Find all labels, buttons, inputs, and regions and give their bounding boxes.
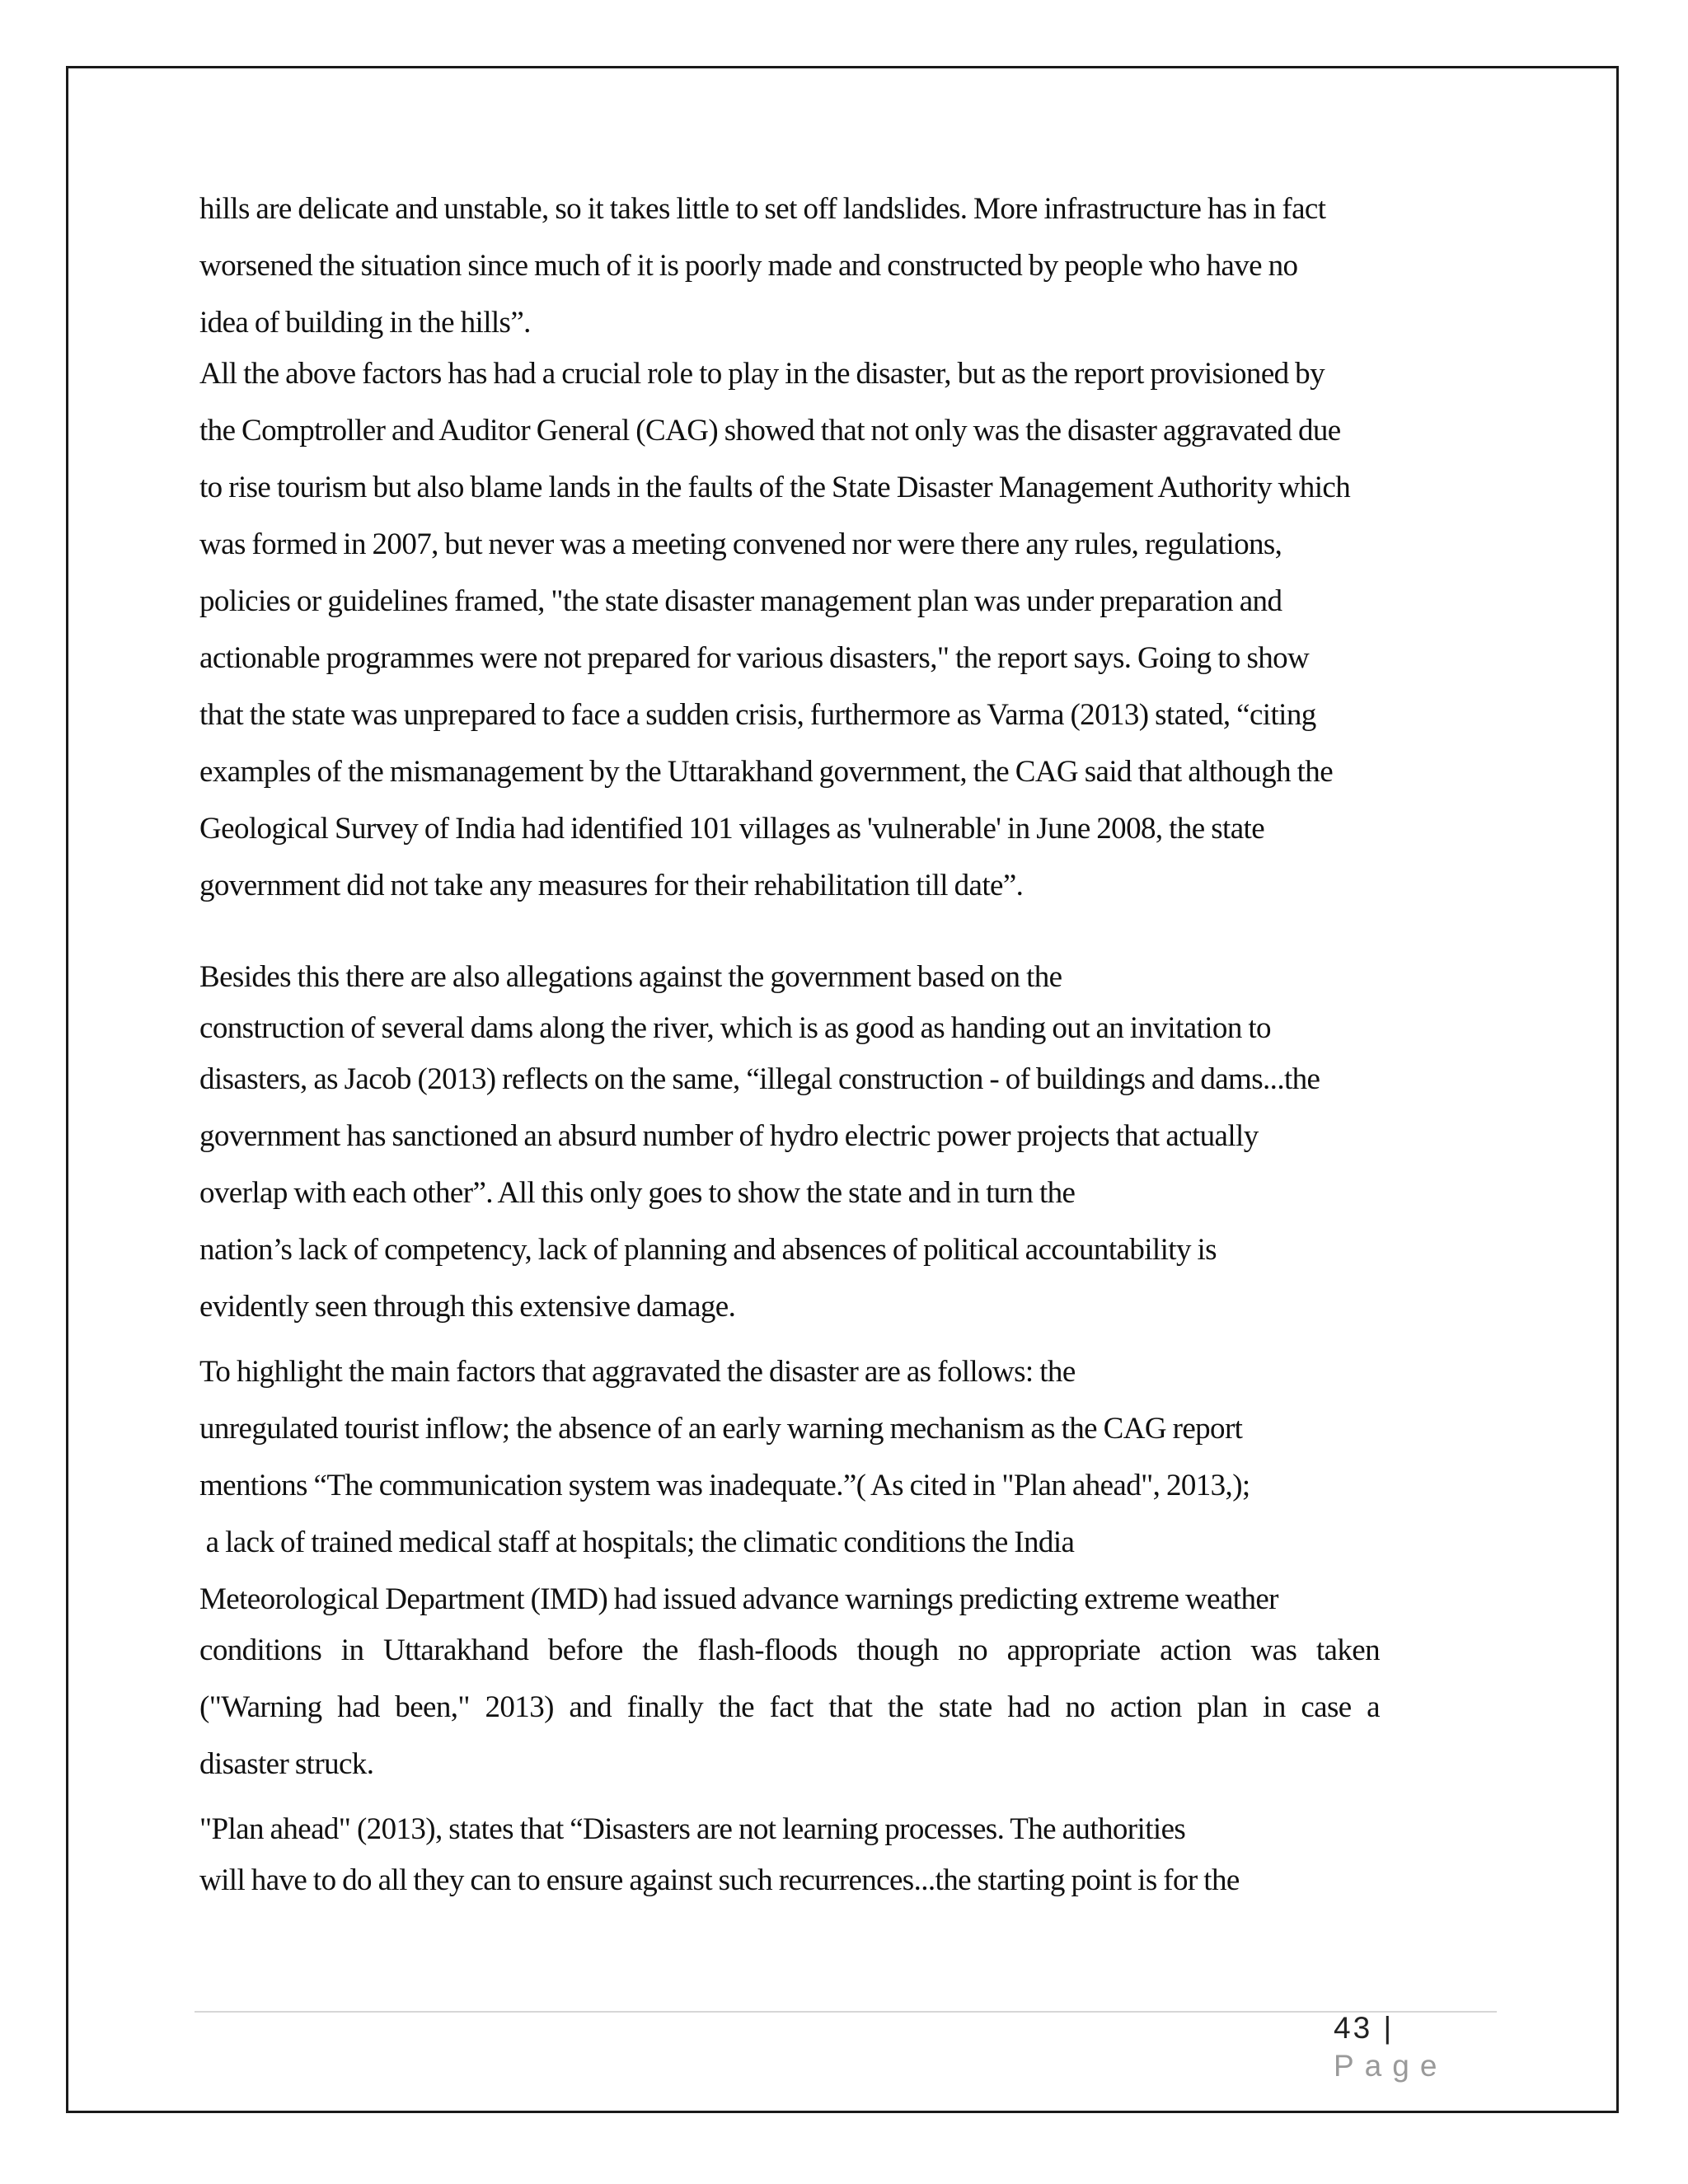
- footer-divider: [195, 2011, 1497, 2013]
- text-line: Meteorological Department (IMD) had issued advance warnings predicting extreme weather: [199, 1582, 1278, 1616]
- text-line: nation’s lack of competency, lack of planning and absences of political accountability is: [199, 1233, 1217, 1267]
- text-line: the Comptroller and Auditor General (CAG) showed that not only was the disaster aggravated due: [199, 414, 1341, 448]
- page-label: Page: [1334, 2049, 1448, 2083]
- text-line: that the state was unprepared to face a sudden crisis, furthermore as Varma (2013) stated, “citing: [199, 698, 1316, 732]
- text-line: mentions “The communication system was inadequate.”( As cited in "Plan ahead", 2013,);: [199, 1469, 1250, 1502]
- text-line: Geological Survey of India had identified 101 villages as 'vulnerable' in June 2008, the state: [199, 812, 1265, 846]
- paragraph-3: [199, 954, 1436, 1341]
- text-line: to rise tourism but also blame lands in the faults of the State Disaster Management Authority which: [199, 471, 1351, 504]
- text-line: disaster struck.: [199, 1747, 374, 1781]
- page-number: [1334, 2009, 1490, 2085]
- text-line: a lack of trained medical staff at hospitals; the climatic conditions the India: [199, 1526, 1075, 1559]
- text-line: examples of the mismanagement by the Uttarakhand government, the CAG said that although the: [199, 755, 1334, 789]
- paragraph-2: [199, 351, 1436, 920]
- document-body: [199, 186, 1436, 1915]
- text-line: government did not take any measures for their rehabilitation till date”.: [199, 869, 1024, 902]
- page-number-separator: |: [1383, 2011, 1395, 2045]
- text-line: government has sanctioned an absurd number of hydro electric power projects that actually: [199, 1119, 1259, 1153]
- paragraph-4: [199, 1349, 1436, 1798]
- text-line: disasters, as Jacob (2013) reflects on the same, “illegal construction - of buildings and dams...the: [199, 1062, 1320, 1096]
- text-line: hills are delicate and unstable, so it takes little to set off landslides. More infrastructure has in fact: [199, 192, 1326, 226]
- text-line: "Plan ahead" (2013), states that “Disasters are not learning processes. The authorities: [199, 1812, 1186, 1846]
- text-line: actionable programmes were not prepared for various disasters," the report says. Going to show: [199, 641, 1310, 675]
- text-line: conditions in Uttarakhand before the flash-floods though no appropriate action was taken: [199, 1633, 1380, 1667]
- text-line: All the above factors has had a crucial role to play in the disaster, but as the report provisioned by: [199, 357, 1325, 391]
- text-line: worsened the situation since much of it is poorly made and constructed by people who have no: [199, 249, 1298, 283]
- paragraph-1: [199, 186, 1436, 351]
- text-line: overlap with each other”. All this only goes to show the state and in turn the: [199, 1176, 1076, 1210]
- text-line: Besides this there are also allegations against the government based on the: [199, 960, 1062, 994]
- text-line: construction of several dams along the river, which is as good as handing out an invitation to: [199, 1011, 1271, 1045]
- text-line: idea of building in the hills”.: [199, 306, 531, 340]
- text-line: evidently seen through this extensive damage.: [199, 1290, 736, 1324]
- text-line: will have to do all they can to ensure against such recurrences...the starting point is for the: [199, 1863, 1240, 1897]
- text-line: policies or guidelines framed, "the state disaster management plan was under preparation and: [199, 584, 1282, 618]
- text-line: unregulated tourist inflow; the absence of an early warning mechanism as the CAG report: [199, 1412, 1243, 1446]
- paragraph-5: [199, 1807, 1436, 1915]
- text-line: To highlight the main factors that aggravated the disaster are as follows: the: [199, 1355, 1076, 1389]
- text-line: was formed in 2007, but never was a meeting convened nor were there any rules, regulations,: [199, 527, 1282, 561]
- text-line: ("Warning had been," 2013) and finally the fact that the state had no action plan in case a: [199, 1690, 1380, 1724]
- page-number-value: 43: [1334, 2011, 1373, 2045]
